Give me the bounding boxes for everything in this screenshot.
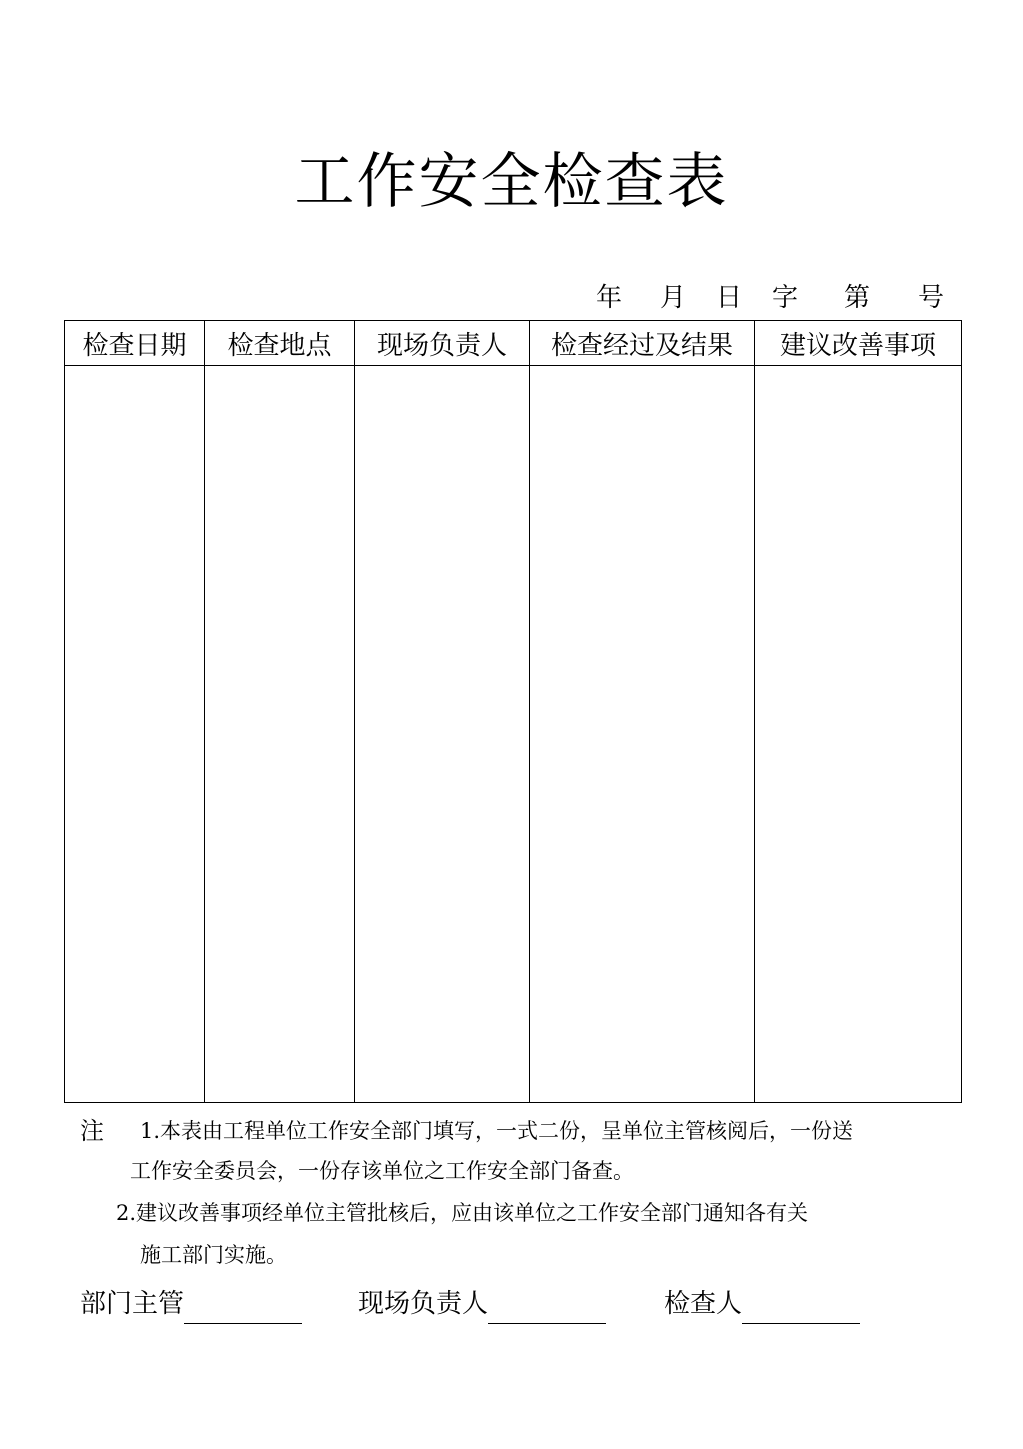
cell-process-and-result[interactable] bbox=[530, 366, 755, 1103]
hao-label: 号 bbox=[918, 283, 945, 313]
signature-row bbox=[80, 1284, 960, 1324]
header-site-manager: 现场负责人 bbox=[355, 321, 530, 366]
cell-improvement-suggestions[interactable] bbox=[755, 366, 962, 1103]
inspection-table bbox=[64, 320, 962, 1103]
dept-head-label: 部门主管 bbox=[80, 1289, 185, 1319]
document-title: 工作安全检查表 bbox=[294, 147, 729, 217]
dept-head-signature bbox=[80, 1284, 302, 1324]
month-label: 月 bbox=[660, 283, 687, 313]
year-label: 年 bbox=[596, 283, 623, 313]
inspector-signature bbox=[664, 1284, 860, 1324]
note-1-line-1: 1.本表由工程单位工作安全部门填写，一式二份，呈单位主管核阅后，一份送 bbox=[140, 1119, 854, 1143]
header-inspection-location: 检查地点 bbox=[205, 321, 355, 366]
cell-inspection-date[interactable] bbox=[65, 366, 205, 1103]
note-2-line-1: 2.建议改善事项经单位主管批核后，应由该单位之工作安全部门通知各有关 bbox=[116, 1201, 809, 1225]
header-process-and-result: 检查经过及结果 bbox=[530, 321, 755, 366]
dept-head-blank[interactable] bbox=[184, 1293, 302, 1324]
site-manager-label: 现场负责人 bbox=[358, 1289, 489, 1319]
note-1-line-2: 工作安全委员会，一份存该单位之工作安全部门备查。 bbox=[130, 1159, 634, 1183]
site-manager-blank[interactable] bbox=[488, 1293, 606, 1324]
document-number-row bbox=[596, 280, 956, 316]
note-2-line-2: 施工部门实施。 bbox=[140, 1243, 287, 1267]
table-body-row bbox=[65, 366, 962, 1103]
header-improvement-suggestions: 建议改善事项 bbox=[755, 321, 962, 366]
cell-site-manager[interactable] bbox=[355, 366, 530, 1103]
inspector-label: 检查人 bbox=[664, 1289, 743, 1319]
header-inspection-date: 检查日期 bbox=[65, 321, 205, 366]
site-manager-signature bbox=[358, 1284, 606, 1324]
day-label: 日 bbox=[716, 283, 743, 313]
zi-label: 字 bbox=[772, 283, 799, 313]
inspector-blank[interactable] bbox=[742, 1293, 860, 1324]
note-mark: 注 bbox=[80, 1117, 104, 1145]
di-label: 第 bbox=[844, 283, 871, 313]
table-header-row bbox=[65, 321, 962, 366]
cell-inspection-location[interactable] bbox=[205, 366, 355, 1103]
